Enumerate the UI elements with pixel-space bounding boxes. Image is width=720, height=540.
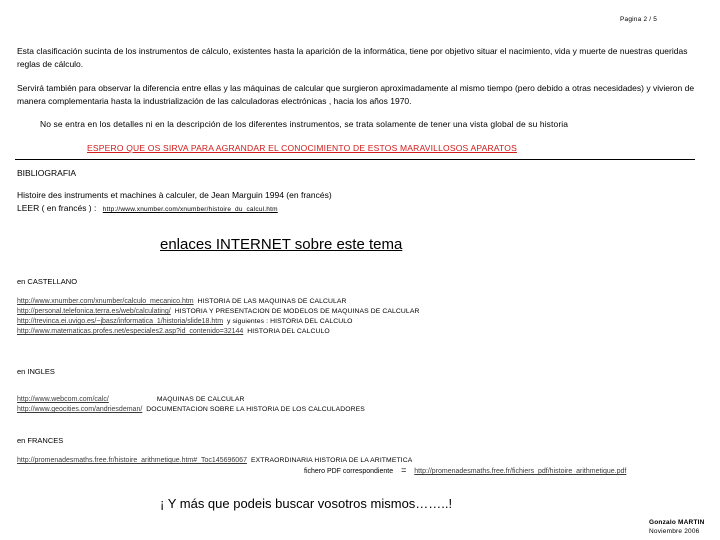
closing-text: ¡ Y más que podeis buscar vosotros mismos……..! xyxy=(160,496,453,511)
link-description: HISTORIA Y PRESENTACION DE MODELOS DE MAQUINAS DE CALCULAR xyxy=(174,308,420,315)
bibliography-read xyxy=(17,203,278,213)
wish-banner: ESPERO QUE OS SIRVA PARA AGRANDAR EL CONOCIMIENTO DE ESTOS MARAVILLOSOS APARATOS xyxy=(87,143,517,153)
english-heading: en INGLES xyxy=(17,367,55,376)
link-french-pdf[interactable]: http://promenadesmaths.free.fr/fichiers_pdf/histoire_arithmetique.pdf xyxy=(414,468,627,475)
link-spanish-3[interactable]: http://trevinca.ei.uvigo.es/~jbasz/informatica_1/historia/slide18.htm xyxy=(17,318,224,325)
page-number: Pagina 2 / 5 xyxy=(620,16,658,23)
link-spanish-2[interactable]: http://personal.telefonica.terra.es/web/calculating/ xyxy=(17,308,171,315)
pdf-arrow: = xyxy=(401,465,407,475)
pdf-label: fichero PDF correspondiente xyxy=(304,468,394,475)
link-description: HISTORIA DEL CALCULO xyxy=(247,328,330,335)
link-spanish-4[interactable]: http://www.matematicas.profes.net/especiales2.asp?id_contenido=32144 xyxy=(17,328,244,335)
link-spanish-1[interactable]: http://www.xnumber.com/xnumber/calculo_mecanico.htm xyxy=(17,298,194,305)
list-item xyxy=(17,406,365,413)
intro-paragraph-1: Esta clasificación sucinta de los instrumentos de cálculo, existentes hasta la aparición de la informática, tiene por objetivo situar el nacimiento, vida y muerte de nuestras queridas reglas de cálculo. xyxy=(17,46,688,69)
link-description: MAQUINAS DE CALCULAR xyxy=(156,396,245,403)
signature-date: Noviembre 2006 xyxy=(649,528,700,535)
signature-name: Gonzalo MARTIN xyxy=(649,519,705,526)
french-heading: en FRANCES xyxy=(17,436,64,445)
link-description: EXTRAORDINARIA HISTORIA DE LA ARITMETICA xyxy=(250,457,413,464)
link-english-1[interactable]: http://www.webcom.com/calc/ xyxy=(17,396,109,403)
bibliography-heading: BIBLIOGRAFIA xyxy=(17,168,77,178)
list-item xyxy=(17,308,419,315)
bibliography-book: Histoire des instruments et machines à calculer, de Jean Marguin 1994 (en francés) xyxy=(17,190,332,200)
list-item xyxy=(17,396,245,403)
list-item xyxy=(17,328,330,335)
links-title: enlaces INTERNET sobre este tema xyxy=(160,236,403,253)
intro-paragraph-3: No se entra en los detalles ni en la descripción de los diferentes instrumentos, se trata solamente de tener una vista global de su historia xyxy=(40,119,569,129)
link-french-1[interactable]: http://promenadesmaths.free.fr/histoire_arithmetique.htm#_Toc145696067 xyxy=(17,457,247,464)
spanish-heading: en CASTELLANO xyxy=(17,277,78,286)
list-item xyxy=(17,298,347,305)
pdf-row xyxy=(304,465,626,475)
link-description: y siguientes : HISTORIA DEL CALCULO xyxy=(227,318,353,325)
divider xyxy=(15,159,695,160)
list-item xyxy=(17,457,412,464)
link-description: DOCUMENTACION SOBRE LA HISTORIA DE LOS CALCULADORES xyxy=(146,406,365,413)
list-item xyxy=(17,318,353,325)
link-english-2[interactable]: http://www.geocities.com/andriesdeman/ xyxy=(17,406,143,413)
read-label: LEER ( en francés ) : xyxy=(17,203,97,213)
read-link[interactable]: http://www.xnumber.com/xnumber/histoire_du_calcul.htm xyxy=(102,206,278,213)
intro-paragraph-2: Servirá también para observar la diferencia entre ellas y las máquinas de calcular que surgieron aproximadamente al mismo tiempo (pero debido a otras necesidades) y vivieron de manera complementaria hasta la industrialización de las calculadoras electrónicas , hacia los años 1970. xyxy=(17,83,695,106)
link-description: HISTORIA DE LAS MAQUINAS DE CALCULAR xyxy=(197,298,347,305)
